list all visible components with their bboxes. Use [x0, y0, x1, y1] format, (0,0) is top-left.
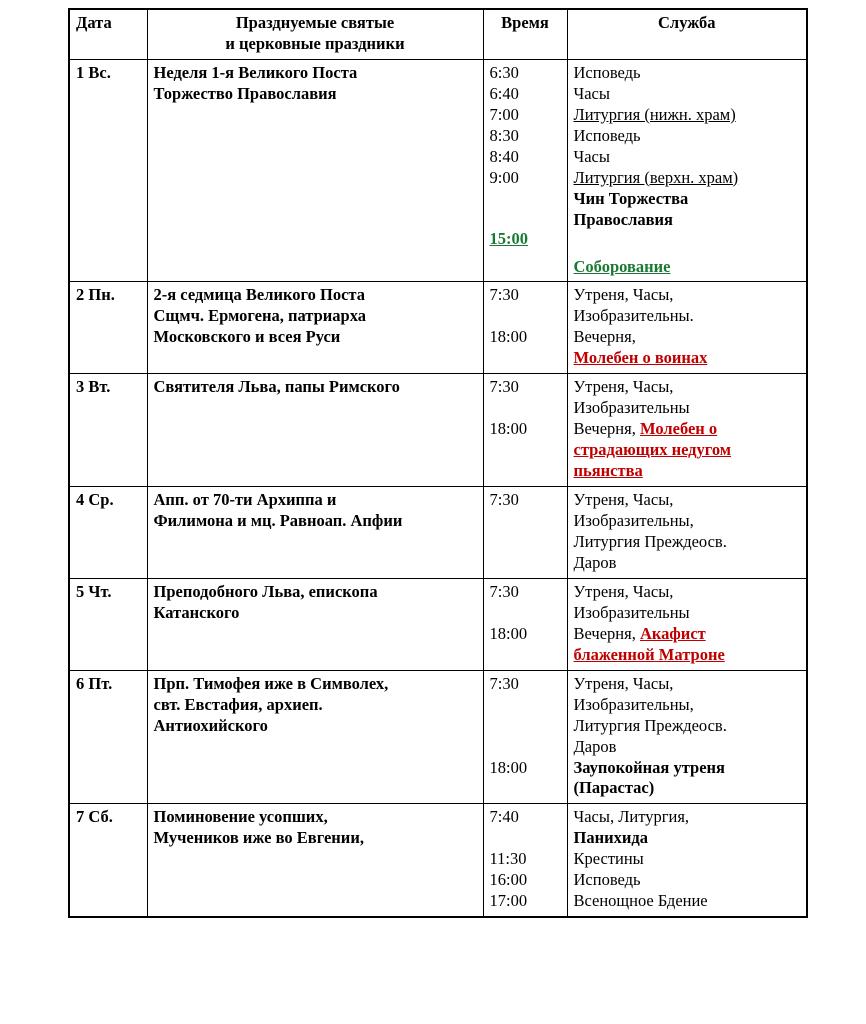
column-header-saints	[147, 9, 483, 59]
service-line-highlight: страдающих недугом	[573, 440, 732, 460]
saints-line: Торжество Православия	[153, 83, 337, 103]
saints-line: Филимона и мц. Равноап. Апфии	[153, 511, 403, 531]
time-line: 8:40	[489, 146, 519, 166]
time-line: 18:00	[489, 419, 528, 439]
service-text-highlight: Молебен о	[639, 419, 718, 439]
service-line: Утреня, Часы,	[573, 673, 674, 693]
time-line: 7:30	[489, 490, 519, 510]
cell-saints	[147, 59, 483, 282]
cell-service	[567, 804, 807, 917]
table-header	[69, 9, 807, 59]
service-spacer	[574, 231, 801, 257]
cell-service	[567, 670, 807, 804]
service-line: Литургия Преждеосв.	[573, 531, 727, 551]
time-line: 7:30	[489, 377, 519, 397]
service-line: Изобразительны,	[573, 511, 694, 531]
time-line: 16:00	[489, 870, 528, 890]
time-line-highlight: 15:00	[489, 228, 528, 248]
service-line: Изобразительны.	[573, 306, 694, 326]
service-line: Часы, Литургия,	[573, 807, 690, 827]
service-line: Крестины	[573, 849, 644, 869]
time-line: 7:00	[489, 104, 519, 124]
service-line: Вечерня,	[573, 327, 636, 347]
service-line: Изобразительны	[573, 602, 690, 622]
cell-saints	[147, 487, 483, 579]
cell-saints	[147, 282, 483, 374]
cell-saints	[147, 670, 483, 804]
service-line: Исповедь	[573, 62, 641, 82]
saints-line: Антиохийского	[153, 715, 268, 735]
time-line: 7:30	[489, 285, 519, 305]
column-header-date: Дата	[69, 9, 147, 59]
saints-line: Сщмч. Ермогена, патриарха	[153, 306, 366, 326]
saints-line: Прп. Тимофея иже в Символех,	[153, 673, 389, 693]
church-schedule-table	[68, 8, 808, 918]
service-text-highlight: Акафист	[639, 623, 706, 643]
time-line: 18:00	[489, 327, 528, 347]
service-line	[574, 624, 801, 645]
cell-service	[567, 282, 807, 374]
service-line: Даров	[573, 736, 617, 756]
service-line: Утреня, Часы,	[573, 581, 674, 601]
saints-line: Неделя 1-я Великого Поста	[153, 62, 358, 82]
time-spacer	[490, 695, 561, 716]
table-row	[69, 487, 807, 579]
cell-time	[483, 282, 567, 374]
cell-service	[567, 374, 807, 487]
service-line: Панихида	[573, 828, 648, 848]
cell-date: 2 Пн.	[69, 282, 147, 374]
table-row	[69, 804, 807, 917]
service-line: Православия	[573, 209, 673, 229]
cell-service	[567, 578, 807, 670]
cell-date: 7 Сб.	[69, 804, 147, 917]
service-line: Часы	[573, 146, 610, 166]
time-line: 17:00	[489, 891, 528, 911]
time-line: 9:00	[489, 167, 519, 187]
cell-time	[483, 487, 567, 579]
time-spacer	[490, 716, 561, 737]
service-line: (Парастас)	[573, 778, 655, 798]
saints-line: 2-я седмица Великого Поста	[153, 285, 365, 305]
header-row	[69, 9, 807, 59]
cell-time	[483, 59, 567, 282]
time-line: 11:30	[489, 849, 527, 869]
service-line: Утреня, Часы,	[573, 377, 674, 397]
cell-service	[567, 59, 807, 282]
time-spacer	[490, 189, 561, 203]
saints-line: Катанского	[153, 602, 240, 622]
column-header-saints-line1: Празднуемые святые	[235, 13, 395, 32]
service-line-highlight: пьянства	[573, 461, 643, 481]
service-line: Исповедь	[573, 870, 641, 890]
service-line: Литургия Преждеосв.	[573, 715, 727, 735]
cell-saints	[147, 804, 483, 917]
service-line: Литургия (верхн. храм)	[573, 167, 739, 187]
saints-line: Святителя Льва, папы Римского	[153, 377, 400, 397]
saints-line: Апп. от 70-ти Архиппа и	[153, 490, 337, 510]
table-row	[69, 578, 807, 670]
time-spacer	[490, 603, 561, 624]
cell-date: 5 Чт.	[69, 578, 147, 670]
cell-date: 3 Вт.	[69, 374, 147, 487]
table-row	[69, 374, 807, 487]
time-spacer	[490, 828, 561, 849]
service-line: Изобразительны,	[573, 694, 694, 714]
cell-date: 1 Вс.	[69, 59, 147, 282]
time-spacer	[490, 203, 561, 229]
time-line: 18:00	[489, 757, 528, 777]
service-line: Изобразительны	[573, 398, 690, 418]
cell-time	[483, 578, 567, 670]
service-line: Литургия (нижн. храм)	[573, 104, 736, 124]
saints-line: Преподобного Льва, епископа	[153, 581, 378, 601]
service-line: Часы	[573, 83, 610, 103]
cell-time	[483, 670, 567, 804]
service-line-highlight: Соборование	[573, 256, 671, 276]
service-line: Исповедь	[573, 125, 641, 145]
service-line	[574, 419, 801, 440]
service-text-plain: Вечерня,	[573, 623, 640, 643]
column-header-time: Время	[483, 9, 567, 59]
time-spacer	[490, 737, 561, 758]
cell-date: 4 Ср.	[69, 487, 147, 579]
saints-line: Поминовение усопших,	[153, 807, 328, 827]
cell-date: 6 Пт.	[69, 670, 147, 804]
table-row	[69, 59, 807, 282]
service-line: Утреня, Часы,	[573, 285, 674, 305]
service-line-highlight: блаженной Матроне	[573, 644, 725, 664]
time-spacer	[490, 306, 561, 327]
service-text-plain: Вечерня,	[573, 419, 640, 439]
time-line: 18:00	[489, 623, 528, 643]
column-header-saints-line2: и церковные праздники	[225, 33, 405, 53]
time-line: 6:30	[489, 62, 519, 82]
time-line: 8:30	[489, 125, 519, 145]
cell-saints	[147, 578, 483, 670]
service-line: Утреня, Часы,	[573, 490, 674, 510]
table-row	[69, 670, 807, 804]
service-line: Заупокойная утреня	[573, 757, 725, 777]
cell-saints	[147, 374, 483, 487]
service-line: Даров	[573, 552, 617, 572]
time-line: 7:30	[489, 673, 519, 693]
service-line-highlight: Молебен о воинах	[573, 348, 708, 368]
time-line: 6:40	[489, 83, 519, 103]
column-header-service: Служба	[567, 9, 807, 59]
saints-line: Мучеников иже во Евгении,	[153, 828, 364, 848]
time-spacer	[490, 398, 561, 419]
cell-time	[483, 804, 567, 917]
cell-time	[483, 374, 567, 487]
cell-service	[567, 487, 807, 579]
service-line: Всенощное Бдение	[573, 891, 708, 911]
time-line: 7:30	[489, 581, 519, 601]
saints-line: свт. Евстафия, архиеп.	[153, 694, 323, 714]
saints-line: Московского и всея Руси	[153, 327, 341, 347]
table-row	[69, 282, 807, 374]
service-line: Чин Торжества	[573, 188, 689, 208]
table-body	[69, 59, 807, 917]
time-line: 7:40	[489, 807, 519, 827]
